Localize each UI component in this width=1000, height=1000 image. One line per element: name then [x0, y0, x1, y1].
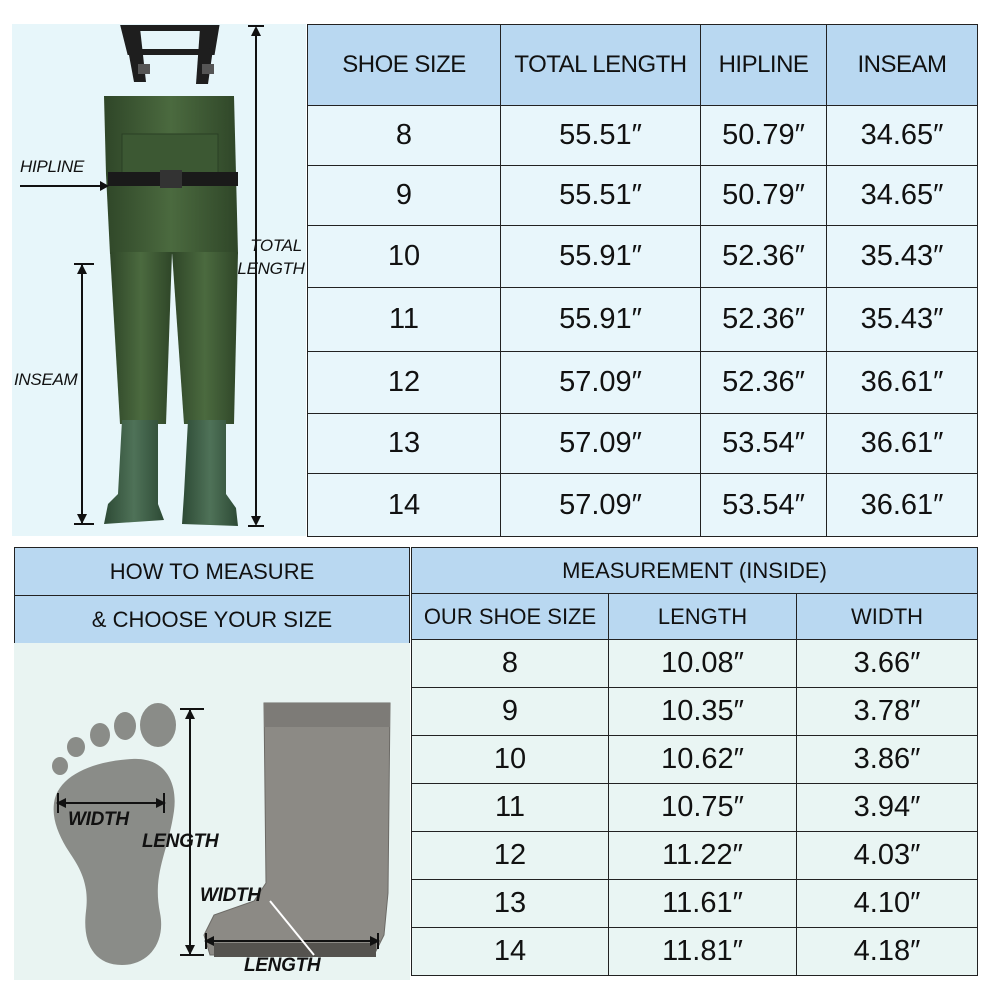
table-row: [308, 166, 978, 226]
how-to-measure-header: [14, 547, 410, 644]
cell-hipline: 50.79″: [701, 166, 827, 226]
cell-width: 4.18″: [797, 928, 978, 976]
cell-hipline: 52.36″: [701, 352, 827, 414]
header-shoe-size: SHOE SIZE: [308, 25, 501, 106]
cell-hipline: 52.36″: [701, 226, 827, 288]
cell-shoe-size: 11: [412, 784, 609, 832]
cell-length: 10.75″: [609, 784, 797, 832]
cell-width: 3.94″: [797, 784, 978, 832]
header-inseam: INSEAM: [827, 25, 978, 106]
cell-hipline: 50.79″: [701, 106, 827, 166]
cell-width: 4.10″: [797, 880, 978, 928]
wader-size-table: [307, 24, 978, 537]
cell-shoe-size: 10: [412, 736, 609, 784]
shoe-table-title-row: [412, 548, 978, 594]
table-row: [308, 352, 978, 414]
cell-shoe-size: 9: [412, 688, 609, 736]
cell-width: 3.86″: [797, 736, 978, 784]
table-row: [412, 784, 978, 832]
cell-total-length: 57.09″: [501, 352, 701, 414]
shoe-measurement-table: [411, 547, 978, 976]
total-length-label-bottom: LENGTH: [237, 259, 305, 278]
hipline-label: HIPLINE: [20, 157, 85, 176]
how-to-measure-title: HOW TO MEASURE: [15, 548, 410, 596]
header-length: LENGTH: [609, 594, 797, 640]
foot-length-label: LENGTH: [142, 831, 219, 852]
table-row: [412, 736, 978, 784]
cell-total-length: 57.09″: [501, 414, 701, 474]
table-row: [412, 688, 978, 736]
cell-length: 10.62″: [609, 736, 797, 784]
table-row: [308, 106, 978, 166]
cell-shoe-size: 14: [412, 928, 609, 976]
table-row: [308, 226, 978, 288]
cell-total-length: 55.51″: [501, 166, 701, 226]
table-row: [308, 288, 978, 352]
table-row: [412, 832, 978, 880]
cell-inseam: 35.43″: [827, 288, 978, 352]
header-hipline: HIPLINE: [701, 25, 827, 106]
inseam-label: INSEAM: [14, 370, 78, 389]
cell-length: 11.61″: [609, 880, 797, 928]
header-total-length: TOTAL LENGTH: [501, 25, 701, 106]
cell-shoe-size: 9: [308, 166, 501, 226]
shoe-table-header-row: [412, 594, 978, 640]
cell-inseam: 36.61″: [827, 474, 978, 537]
cell-shoe-size: 14: [308, 474, 501, 537]
table-row: [412, 928, 978, 976]
cell-length: 11.81″: [609, 928, 797, 976]
measure-illustration-panel: [14, 643, 410, 980]
cell-inseam: 36.61″: [827, 352, 978, 414]
size-table-header-row: [308, 25, 978, 106]
cell-total-length: 57.09″: [501, 474, 701, 537]
cell-inseam: 34.65″: [827, 106, 978, 166]
cell-shoe-size: 13: [308, 414, 501, 474]
choose-your-size-title: & CHOOSE YOUR SIZE: [15, 596, 410, 644]
boot-length-label: LENGTH: [244, 955, 321, 976]
table-row: [308, 474, 978, 537]
cell-width: 3.66″: [797, 640, 978, 688]
cell-shoe-size: 10: [308, 226, 501, 288]
cell-inseam: 35.43″: [827, 226, 978, 288]
cell-width: 4.03″: [797, 832, 978, 880]
measurement-inside-title: MEASUREMENT (INSIDE): [412, 548, 978, 594]
cell-total-length: 55.91″: [501, 226, 701, 288]
cell-hipline: 52.36″: [701, 288, 827, 352]
table-row: [308, 414, 978, 474]
chest-wader-image: [12, 24, 306, 536]
cell-shoe-size: 12: [308, 352, 501, 414]
cell-length: 10.35″: [609, 688, 797, 736]
foot-width-label: WIDTH: [68, 809, 129, 830]
cell-shoe-size: 13: [412, 880, 609, 928]
cell-hipline: 53.54″: [701, 474, 827, 537]
cell-width: 3.78″: [797, 688, 978, 736]
table-row: [412, 880, 978, 928]
table-row: [412, 640, 978, 688]
cell-total-length: 55.51″: [501, 106, 701, 166]
header-width: WIDTH: [797, 594, 978, 640]
boot-width-label: WIDTH: [200, 885, 261, 906]
total-length-label-top: TOTAL: [250, 236, 302, 255]
header-our-shoe-size: OUR SHOE SIZE: [412, 594, 609, 640]
cell-inseam: 36.61″: [827, 414, 978, 474]
cell-length: 10.08″: [609, 640, 797, 688]
cell-inseam: 34.65″: [827, 166, 978, 226]
cell-total-length: 55.91″: [501, 288, 701, 352]
cell-shoe-size: 11: [308, 288, 501, 352]
cell-length: 11.22″: [609, 832, 797, 880]
cell-shoe-size: 8: [308, 106, 501, 166]
cell-shoe-size: 8: [412, 640, 609, 688]
cell-shoe-size: 12: [412, 832, 609, 880]
wader-illustration-panel: [12, 24, 306, 536]
cell-hipline: 53.54″: [701, 414, 827, 474]
